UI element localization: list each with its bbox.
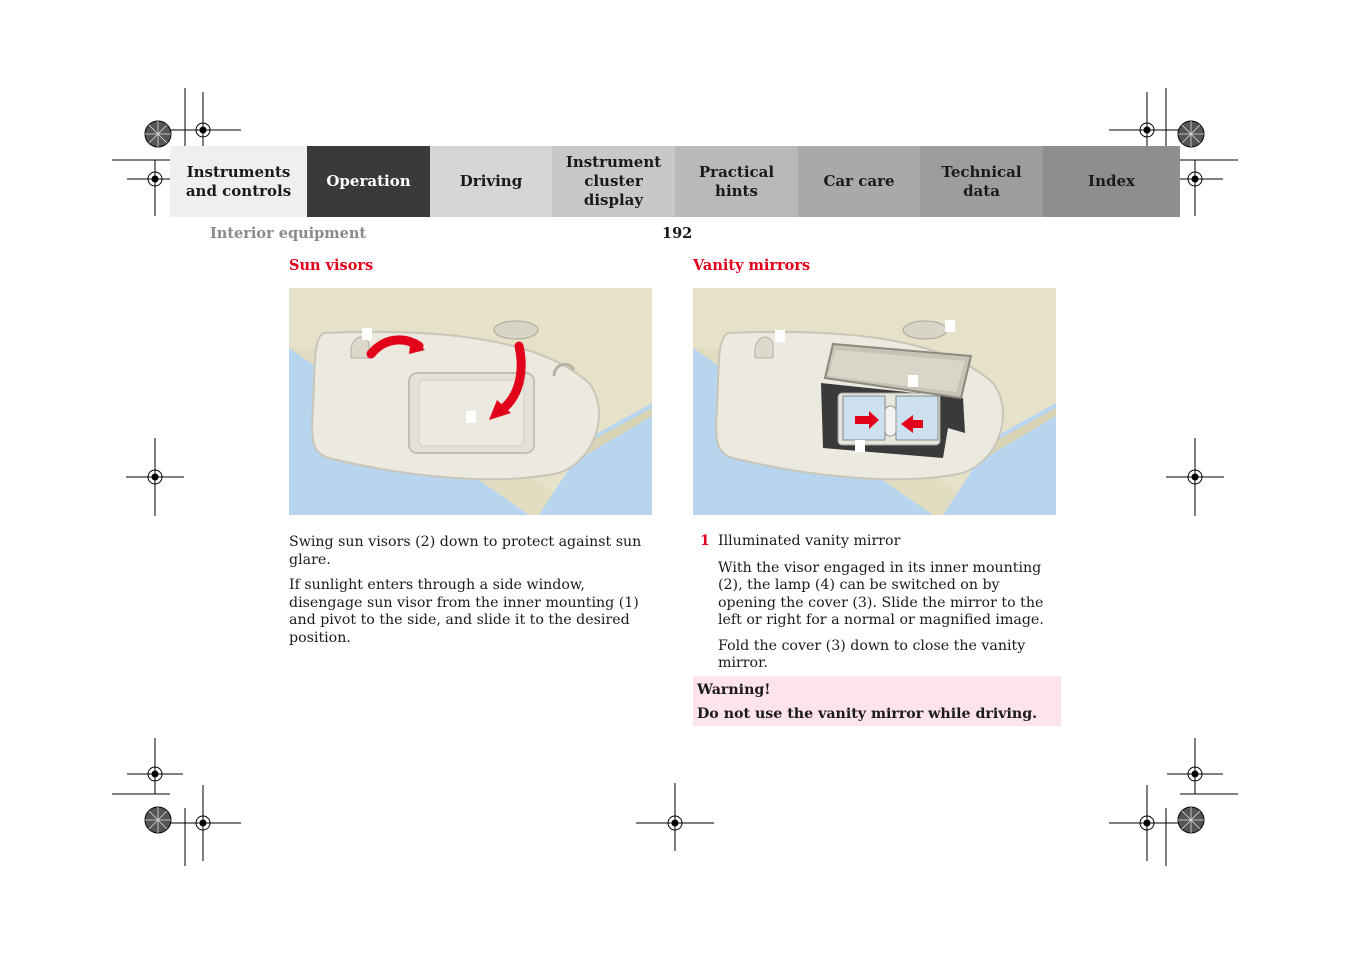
- warning-text: Do not use the vanity mirror while driving.: [697, 706, 1038, 722]
- tab-technical-data[interactable]: [920, 146, 1043, 217]
- sun-visor-illustration: [289, 288, 652, 515]
- vanity-mirrors-paragraph-1: With the visor engaged in its inner mounting (2), the lamp (4) can be switched on by opening the cover (3). Slide the mirror to the left or right for a normal or magnified image.: [718, 559, 1044, 628]
- tab-practical-hints[interactable]: [675, 146, 798, 217]
- tab-label-line2: and controls: [185, 181, 292, 200]
- tab-label: Car care: [823, 172, 895, 190]
- vanity-mirrors-heading: Vanity mirrors: [693, 257, 811, 274]
- sun-visors-text: [289, 534, 659, 655]
- tab-index[interactable]: [1043, 146, 1180, 217]
- tab-instruments-and-controls[interactable]: [170, 146, 307, 217]
- tab-instrument-cluster-display[interactable]: [552, 146, 675, 217]
- tab-label-line1: Instruments: [186, 162, 291, 181]
- callout-box-3: [908, 375, 918, 387]
- callout-box-2: [466, 411, 476, 423]
- tab-label: Index: [1088, 172, 1135, 190]
- tab-label-line1: Technical: [941, 162, 1022, 181]
- page-number: 192: [662, 225, 693, 242]
- section-label: Interior equipment: [210, 225, 367, 242]
- callout-box-1: [855, 440, 865, 452]
- vanity-mirrors-text: [718, 533, 1058, 681]
- sun-visors-heading: Sun visors: [289, 257, 374, 274]
- tab-label-line2: data: [963, 181, 1000, 200]
- tab-driving[interactable]: [430, 146, 552, 217]
- sun-visors-paragraph-1: Swing sun visors (2) down to protect against sun glare.: [289, 534, 642, 568]
- tab-label: Driving: [459, 172, 523, 190]
- vanity-mirrors-paragraph-2: Fold the cover (3) down to close the vanity mirror.: [718, 637, 1026, 671]
- tab-car-care[interactable]: [798, 146, 920, 217]
- warning-box: [693, 676, 1061, 726]
- tab-label-line2: cluster display: [583, 172, 644, 209]
- tab-label: Operation: [326, 172, 411, 190]
- tab-operation[interactable]: [307, 146, 430, 217]
- sun-visors-paragraph-2: If sunlight enters through a side window, disengage sun visor from the inner mounting (1) and pivot to the side, and slide it to the desired position.: [289, 577, 639, 646]
- tab-label: Practical hints: [698, 162, 775, 200]
- legend-label: Illuminated vanity mirror: [718, 533, 901, 549]
- vanity-mirror-illustration: [693, 288, 1056, 515]
- section-tab-bar: [170, 146, 1180, 217]
- callout-box-4: [945, 320, 955, 332]
- callout-box-1: [362, 328, 372, 340]
- callout-box-2: [775, 330, 785, 342]
- warning-title: Warning!: [697, 682, 771, 698]
- legend-number: 1: [700, 533, 710, 549]
- tab-label-line1: Instrument: [565, 153, 662, 171]
